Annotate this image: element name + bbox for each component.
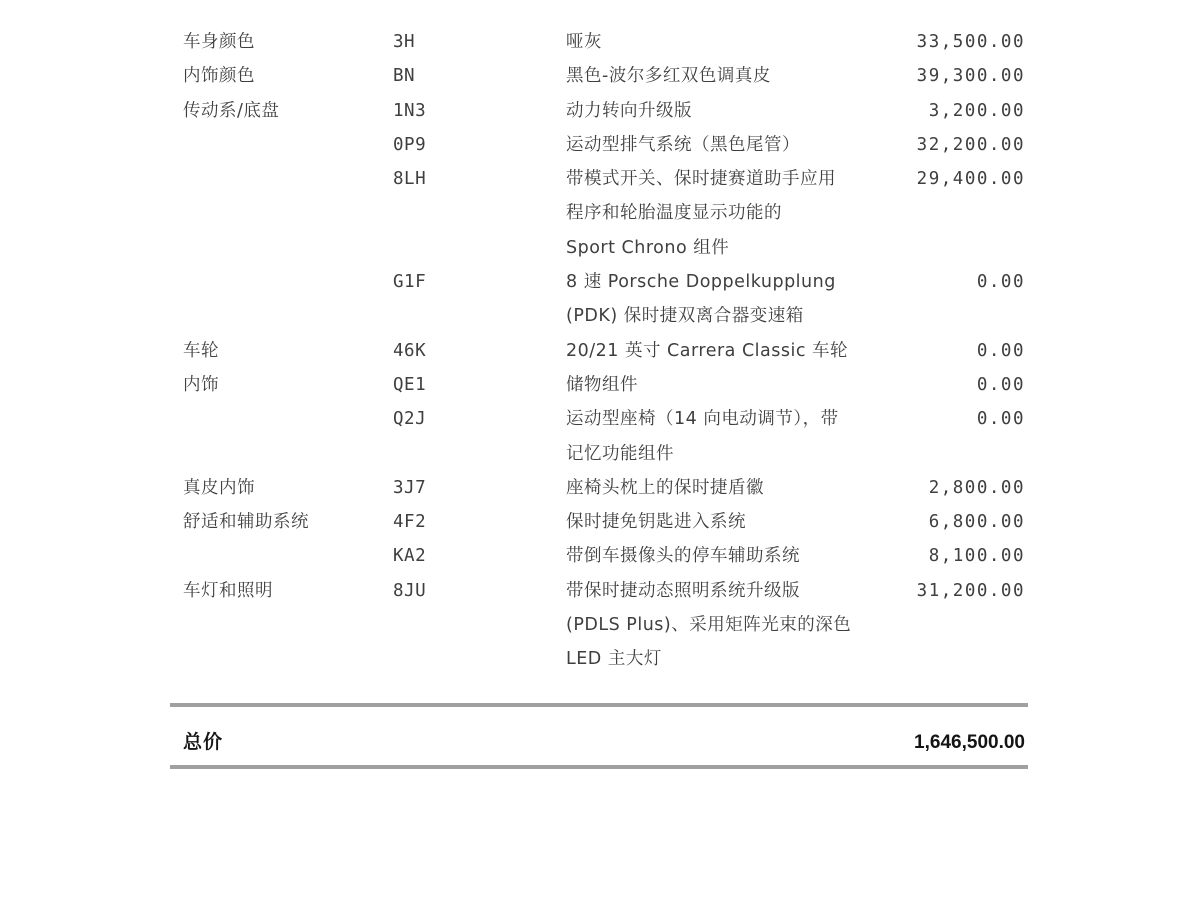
- table-row: [183, 265, 1025, 299]
- option-code-cell: [393, 231, 566, 265]
- option-code-cell: [393, 608, 566, 642]
- price-cell: 0.00: [976, 374, 1025, 395]
- description-cell: 哑灰: [566, 32, 602, 52]
- category-cell: [183, 539, 393, 573]
- description-cell: 记忆功能组件: [566, 443, 674, 464]
- option-code-cell: [393, 196, 566, 230]
- price-cell: [875, 608, 1025, 642]
- price-cell: 29,400.00: [916, 169, 1025, 190]
- option-code-cell: 46K: [393, 340, 427, 361]
- category-cell: [183, 231, 393, 265]
- category-cell: 车轮: [183, 340, 219, 361]
- table-row: [183, 94, 1025, 128]
- table-row: [183, 642, 1025, 676]
- description-cell: (PDK) 保时捷双离合器变速箱: [566, 306, 804, 327]
- price-cell: 0.00: [976, 340, 1025, 361]
- total-value: 1,646,500.00: [914, 732, 1025, 753]
- description-cell: 动力转向升级版: [566, 100, 692, 121]
- description-cell: 黑色-波尔多红双色调真皮: [566, 66, 771, 87]
- description-cell: 程序和轮胎温度显示功能的: [566, 203, 782, 224]
- options-table: [183, 25, 1025, 677]
- description-cell: Sport Chrono 组件: [566, 237, 730, 258]
- description-cell: 座椅头枕上的保时捷盾徽: [566, 477, 764, 498]
- price-cell: [875, 196, 1025, 230]
- price-cell: 39,300.00: [916, 66, 1025, 87]
- price-cell: 31,200.00: [916, 580, 1025, 601]
- option-code-cell: G1F: [393, 272, 427, 293]
- price-cell: 0.00: [976, 409, 1025, 430]
- category-cell: [183, 196, 393, 230]
- table-row: [183, 437, 1025, 471]
- divider-top: [170, 703, 1028, 707]
- category-cell: [183, 642, 393, 676]
- price-cell: [875, 642, 1025, 676]
- option-code-cell: [393, 642, 566, 676]
- table-row: [183, 162, 1025, 196]
- description-cell: 带倒车摄像头的停车辅助系统: [566, 546, 800, 567]
- option-code-cell: 3J7: [393, 477, 427, 498]
- description-cell: 保时捷免钥匙进入系统: [566, 512, 746, 533]
- table-row: [183, 368, 1025, 402]
- price-cell: 6,800.00: [928, 512, 1025, 533]
- description-cell: 储物组件: [566, 374, 638, 395]
- category-cell: [183, 162, 393, 196]
- category-cell: 传动系/底盘: [183, 100, 280, 121]
- table-row: [183, 334, 1025, 368]
- price-cell: [875, 299, 1025, 333]
- price-cell: 33,500.00: [916, 32, 1025, 52]
- price-cell: 3,200.00: [928, 100, 1025, 121]
- price-cell: 8,100.00: [928, 546, 1025, 567]
- description-cell: 20/21 英寸 Carrera Classic 车轮: [566, 340, 849, 361]
- option-code-cell: [393, 437, 566, 471]
- table-row: [183, 299, 1025, 333]
- option-code-cell: [393, 299, 566, 333]
- category-cell: 内饰: [183, 374, 219, 395]
- price-cell: [875, 437, 1025, 471]
- price-cell: 32,200.00: [916, 134, 1025, 155]
- table-row: [183, 59, 1025, 93]
- total-label: 总价: [183, 732, 224, 753]
- category-cell: [183, 437, 393, 471]
- option-code-cell: 1N3: [393, 100, 427, 121]
- option-code-cell: 0P9: [393, 134, 427, 155]
- table-row: [183, 402, 1025, 436]
- category-cell: [183, 608, 393, 642]
- option-code-cell: KA2: [393, 546, 427, 567]
- table-row: [183, 196, 1025, 230]
- option-code-cell: 3H: [393, 32, 416, 52]
- category-cell: 舒适和辅助系统: [183, 512, 309, 533]
- table-row: [183, 128, 1025, 162]
- table-row: [183, 25, 1025, 59]
- option-code-cell: QE1: [393, 374, 427, 395]
- category-cell: 车灯和照明: [183, 580, 273, 601]
- category-cell: 真皮内饰: [183, 477, 255, 498]
- table-row: [183, 574, 1025, 608]
- price-cell: 2,800.00: [928, 477, 1025, 498]
- table-row: [183, 505, 1025, 539]
- price-cell: [875, 231, 1025, 265]
- table-row: [183, 231, 1025, 265]
- option-code-cell: 8LH: [393, 169, 427, 190]
- description-cell: LED 主大灯: [566, 649, 662, 670]
- description-cell: 带保时捷动态照明系统升级版: [566, 580, 800, 601]
- table-row: [183, 539, 1025, 573]
- description-cell: 带模式开关、保时捷赛道助手应用: [566, 169, 836, 190]
- option-code-cell: 8JU: [393, 580, 427, 601]
- option-code-cell: 4F2: [393, 512, 427, 533]
- description-cell: (PDLS Plus)、采用矩阵光束的深色: [566, 615, 852, 636]
- table-row: [183, 471, 1025, 505]
- category-cell: 车身颜色: [183, 32, 255, 52]
- description-cell: 运动型座椅（14 向电动调节），带: [566, 409, 839, 430]
- category-cell: [183, 299, 393, 333]
- divider-bottom: [170, 765, 1028, 769]
- description-cell: 运动型排气系统（黑色尾管）: [566, 134, 800, 155]
- table-row: [183, 608, 1025, 642]
- option-code-cell: Q2J: [393, 409, 427, 430]
- total-row: [183, 726, 1025, 760]
- description-cell: 8 速 Porsche Doppelkupplung: [566, 272, 836, 293]
- category-cell: [183, 265, 393, 299]
- category-cell: 内饰颜色: [183, 66, 255, 87]
- category-cell: [183, 402, 393, 436]
- category-cell: [183, 128, 393, 162]
- option-code-cell: BN: [393, 66, 416, 87]
- price-cell: 0.00: [976, 272, 1025, 293]
